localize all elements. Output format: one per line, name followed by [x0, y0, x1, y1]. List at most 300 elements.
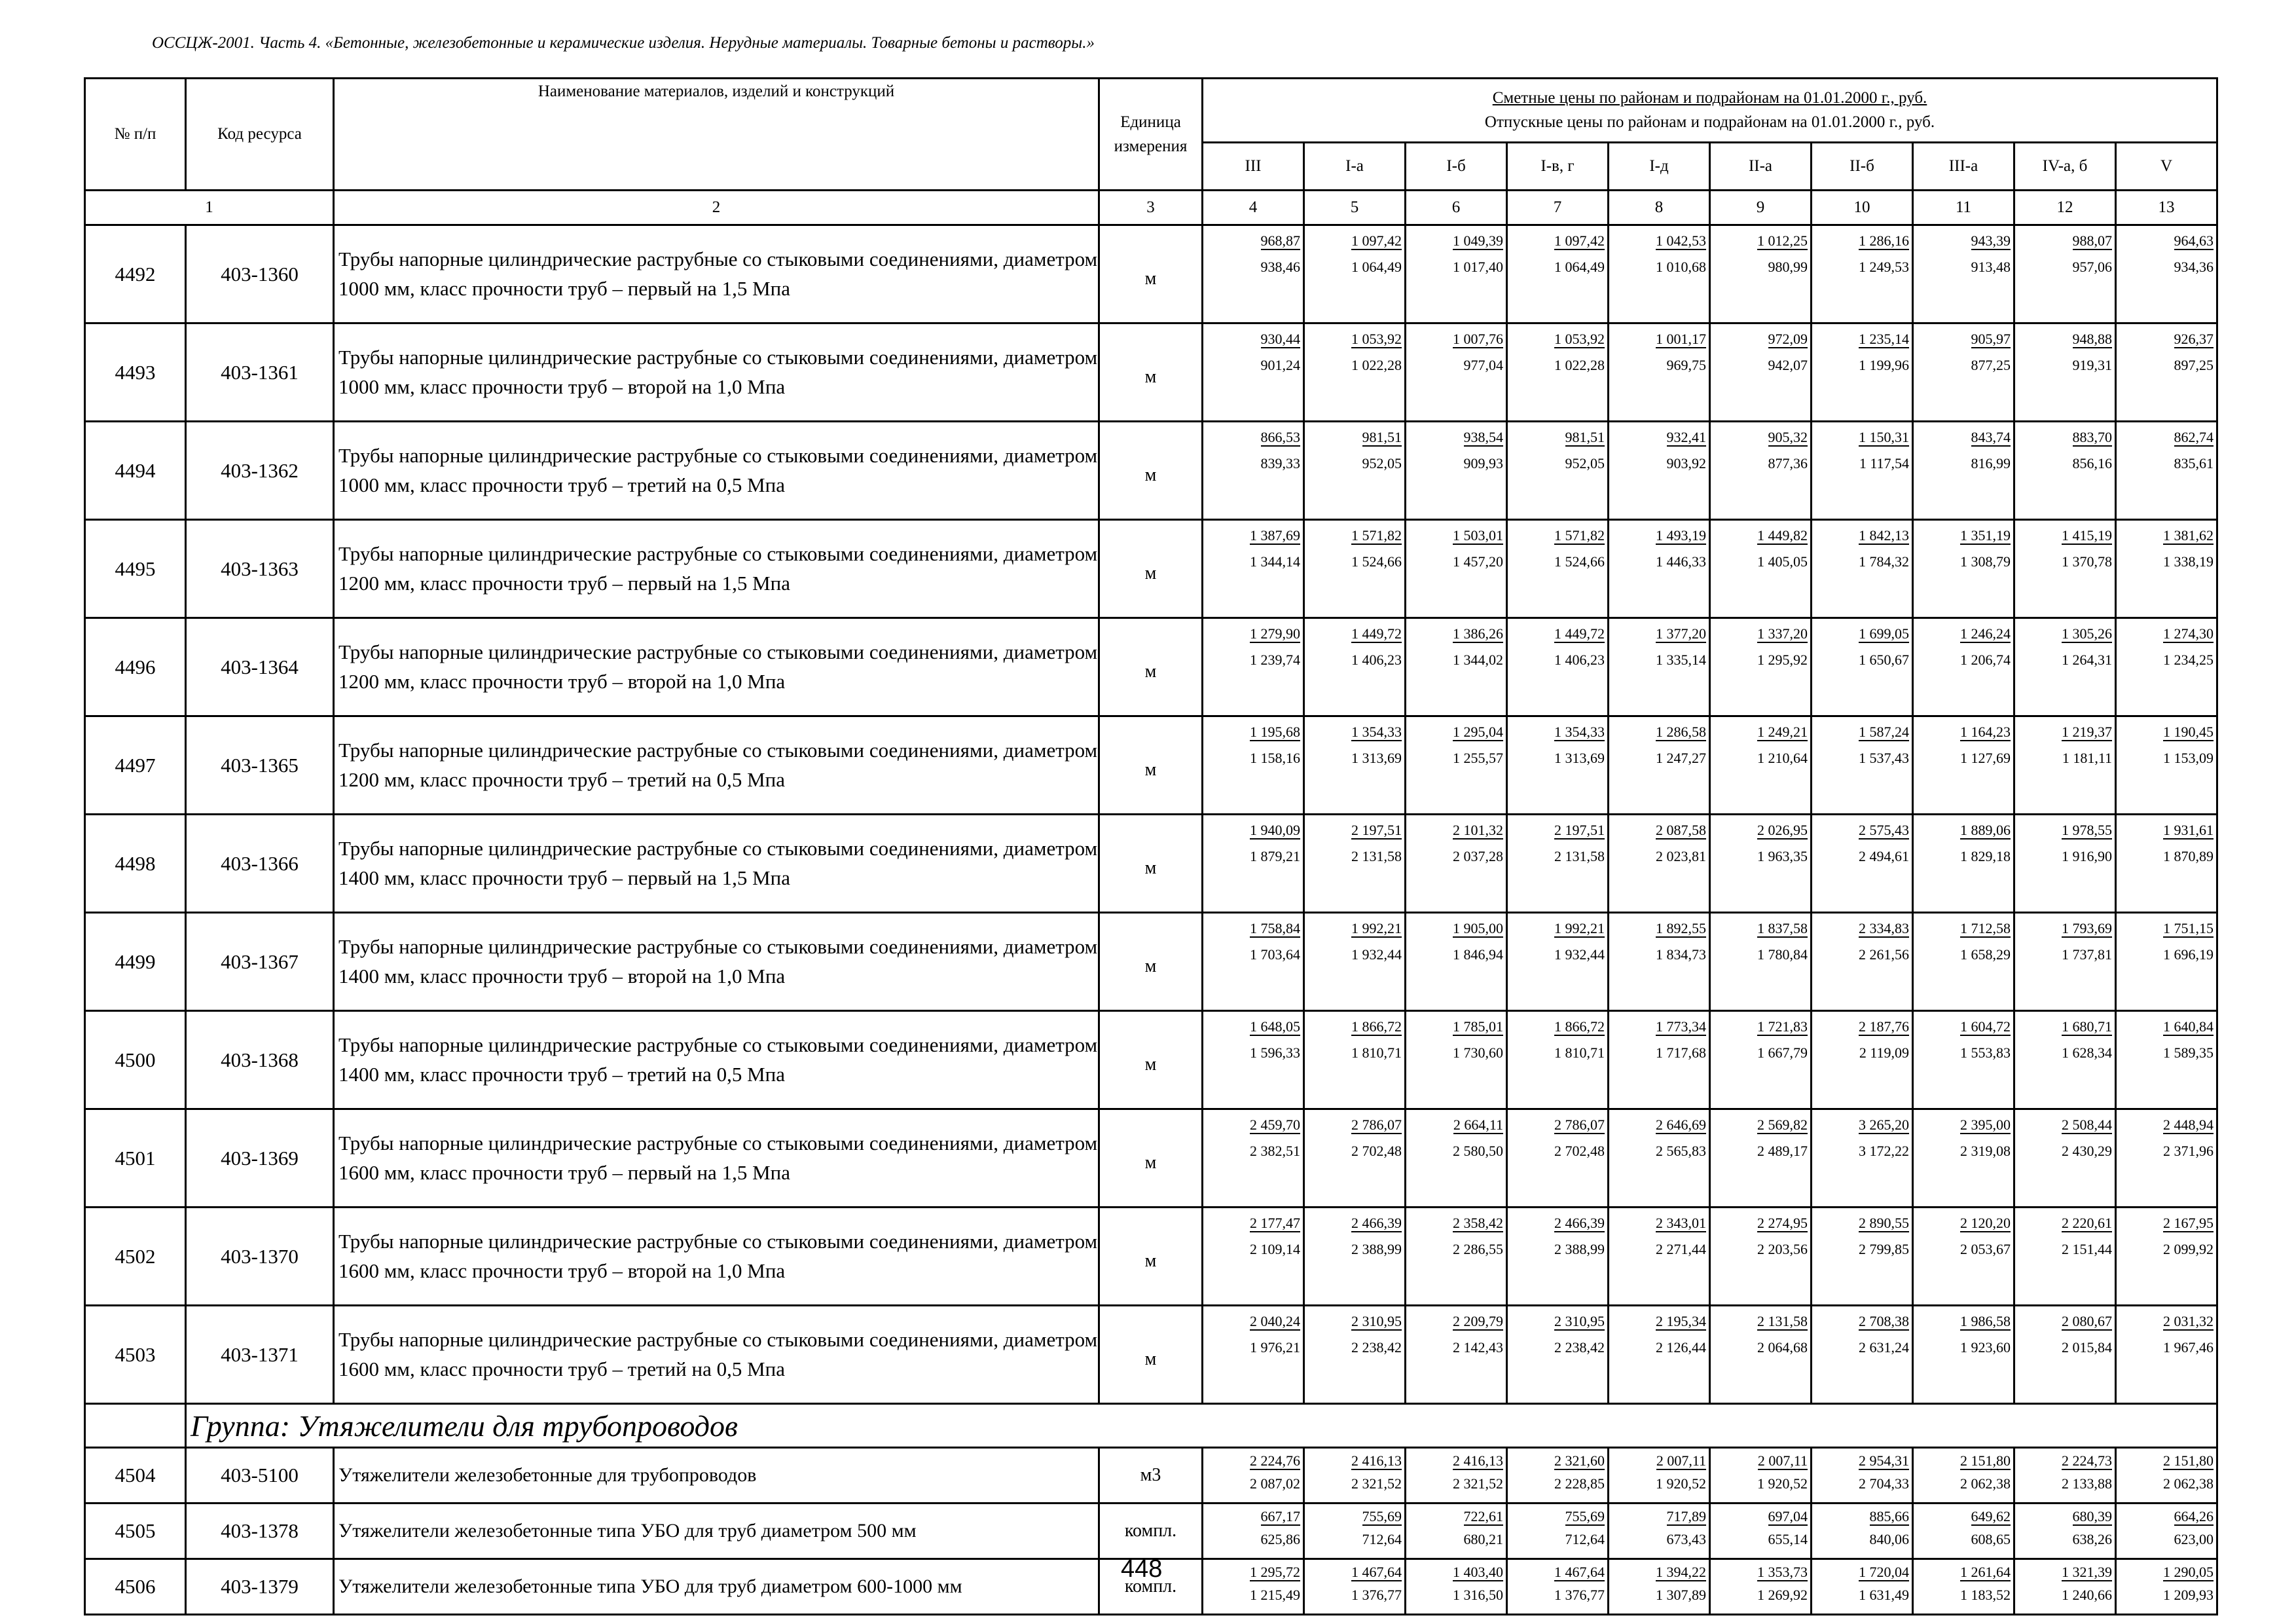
- price-cell: [1304, 422, 1406, 520]
- estimate-price: 2 040,24: [1250, 1313, 1300, 1331]
- unit-of-measure: м: [1099, 913, 1203, 1011]
- unit-of-measure: м: [1099, 1109, 1203, 1208]
- resource-code: 403-1368: [186, 1011, 334, 1109]
- estimate-price: 2 334,83: [1859, 920, 1909, 938]
- estimate-price: 2 786,07: [1351, 1116, 1402, 1134]
- sale-price: 1 737,81: [2062, 946, 2112, 963]
- sale-price: 1 932,44: [1554, 946, 1605, 963]
- estimate-price: 1 295,04: [1453, 724, 1503, 741]
- sale-price: 934,36: [2174, 259, 2214, 276]
- material-name: Трубы напорные цилиндрические раструбные со стыковыми соединениями, диаметром 1200 мм, класс прочности труб – третий на 0,5 Мпа: [334, 716, 1099, 815]
- col-header-unit: Единица измерения: [1099, 79, 1203, 191]
- price-cell: [1812, 1208, 1913, 1306]
- price-cell: [2014, 1448, 2116, 1504]
- sale-price: 1 247,27: [1656, 750, 1706, 767]
- estimate-price: 1 274,30: [2163, 625, 2214, 643]
- estimate-price: 2 026,95: [1757, 822, 1808, 840]
- estimate-price: 1 049,39: [1453, 232, 1503, 250]
- material-name: Трубы напорные цилиндрические раструбные со стыковыми соединениями, диаметром 1600 мм, класс прочности труб – первый на 1,5 Мпа: [334, 1109, 1099, 1208]
- unit-of-measure: м: [1099, 1208, 1203, 1306]
- estimate-price: 1 195,68: [1250, 724, 1300, 741]
- estimate-price: 2 151,80: [2163, 1452, 2214, 1470]
- price-cell: [1304, 1011, 1406, 1109]
- price-cell: [1913, 1504, 2014, 1559]
- price-cell: [1609, 913, 1710, 1011]
- estimate-price: 932,41: [1667, 429, 1707, 447]
- estimate-price: 2 120,20: [1960, 1215, 2011, 1232]
- sale-price: 952,05: [1362, 455, 1402, 472]
- estimate-price: 1 337,20: [1757, 625, 1808, 643]
- estimate-price: 1 290,05: [2163, 1564, 2214, 1581]
- table-row: [85, 323, 2217, 422]
- estimate-price: 2 395,00: [1960, 1116, 2011, 1134]
- price-cell: [1304, 323, 1406, 422]
- estimate-price: 1 449,82: [1757, 527, 1808, 545]
- sale-price: 1 308,79: [1960, 553, 2011, 570]
- estimate-price: 981,51: [1565, 429, 1605, 447]
- price-cell: [1406, 913, 1507, 1011]
- price-cell: [1507, 1559, 1609, 1615]
- sale-price: 938,46: [1260, 259, 1300, 276]
- estimate-price: 1 680,71: [2062, 1018, 2112, 1036]
- sale-price: 952,05: [1565, 455, 1605, 472]
- price-cell: [1203, 1448, 1304, 1504]
- resource-code: 403-1360: [186, 225, 334, 323]
- price-cell: [1304, 913, 1406, 1011]
- sale-price: 1 406,23: [1351, 652, 1402, 669]
- estimate-price: 2 890,55: [1859, 1215, 1909, 1232]
- sale-price: 1 658,29: [1960, 946, 2011, 963]
- sale-price: 2 126,44: [1656, 1339, 1706, 1356]
- sale-price: 2 382,51: [1250, 1143, 1300, 1160]
- unit-of-measure: м: [1099, 815, 1203, 913]
- sale-price: 1 406,23: [1554, 652, 1605, 669]
- estimate-price: 1 053,92: [1554, 331, 1605, 348]
- price-cell: [1304, 716, 1406, 815]
- sale-price: 2 037,28: [1453, 848, 1503, 865]
- estimate-price: 1 354,33: [1351, 724, 1402, 741]
- estimate-price: 2 080,67: [2062, 1313, 2112, 1331]
- sale-price: 2 565,83: [1656, 1143, 1706, 1160]
- price-cell: [1913, 1559, 2014, 1615]
- sale-price: 2 099,92: [2163, 1241, 2214, 1258]
- price-cell: [2116, 716, 2217, 815]
- estimate-price: 1 053,92: [1351, 331, 1402, 348]
- resource-code: 403-5100: [186, 1448, 334, 1504]
- sale-price: 2 704,33: [1859, 1475, 1909, 1492]
- material-name: Трубы напорные цилиндрические раструбные со стыковыми соединениями, диаметром 1200 мм, класс прочности труб – первый на 1,5 Мпа: [334, 520, 1099, 618]
- price-cell: [1710, 1448, 1812, 1504]
- sale-price: 2 151,44: [2062, 1241, 2112, 1258]
- price-cell: [2014, 1208, 2116, 1306]
- price-cell: [2116, 913, 2217, 1011]
- estimate-price: 1 587,24: [1859, 724, 1909, 741]
- estimate-price: 2 151,80: [1960, 1452, 2011, 1470]
- estimate-price: 905,32: [1768, 429, 1808, 447]
- estimate-price: 1 386,26: [1453, 625, 1503, 643]
- sale-price: 1 524,66: [1554, 553, 1605, 570]
- material-name: Трубы напорные цилиндрические раструбные со стыковыми соединениями, диаметром 1600 мм, класс прочности труб – второй на 1,0 Мпа: [334, 1208, 1099, 1306]
- price-cell: [1203, 225, 1304, 323]
- column-number: 11: [1913, 191, 2014, 225]
- sale-price: 2 133,88: [2062, 1475, 2112, 1492]
- sale-price: 1 628,34: [2062, 1044, 2112, 1061]
- price-cell: [1812, 1109, 1913, 1208]
- material-name: Трубы напорные цилиндрические раструбные со стыковыми соединениями, диаметром 1600 мм, класс прочности труб – третий на 0,5 Мпа: [334, 1306, 1099, 1404]
- estimate-price: 1 295,72: [1250, 1564, 1300, 1581]
- region-header: I-в, г: [1507, 142, 1609, 190]
- price-cell: [1609, 520, 1710, 618]
- price-cell: [1406, 520, 1507, 618]
- estimate-price: 1 415,19: [2062, 527, 2112, 545]
- estimate-price: 722,61: [1464, 1508, 1504, 1526]
- sale-price: 919,31: [2072, 357, 2112, 374]
- price-cell: [1812, 815, 1913, 913]
- estimate-price: 2 708,38: [1859, 1313, 1909, 1331]
- sale-price: 897,25: [2174, 357, 2214, 374]
- material-name: Утяжелители железобетонные типа УБО для труб диаметром 600-1000 мм: [334, 1559, 1099, 1615]
- price-cell: [1507, 422, 1609, 520]
- region-header: I-а: [1304, 142, 1406, 190]
- material-name: Трубы напорные цилиндрические раструбные со стыковыми соединениями, диаметром 1000 мм, класс прочности труб – первый на 1,5 Мпа: [334, 225, 1099, 323]
- table-row: [85, 1306, 2217, 1404]
- resource-code: 403-1378: [186, 1504, 334, 1559]
- price-cell: [2014, 1109, 2116, 1208]
- estimate-price: 1 394,22: [1656, 1564, 1706, 1581]
- price-cell: [1913, 1208, 2014, 1306]
- estimate-price: 938,54: [1464, 429, 1504, 447]
- sale-price: 835,61: [2174, 455, 2214, 472]
- row-id: 4501: [85, 1109, 186, 1208]
- material-name: Трубы напорные цилиндрические раструбные со стыковыми соединениями, диаметром 1000 мм, класс прочности труб – третий на 0,5 Мпа: [334, 422, 1099, 520]
- price-cell: [1203, 422, 1304, 520]
- sale-price: 840,06: [1869, 1531, 1909, 1547]
- price-cell: [1203, 520, 1304, 618]
- sale-price: 839,33: [1260, 455, 1300, 472]
- sale-price: 1 199,96: [1859, 357, 1909, 374]
- unit-of-measure: м: [1099, 422, 1203, 520]
- unit-of-measure: м: [1099, 225, 1203, 323]
- sale-price: 1 976,21: [1250, 1339, 1300, 1356]
- region-header: IV-а, б: [2014, 142, 2116, 190]
- price-cell: [1710, 520, 1812, 618]
- resource-code: 403-1366: [186, 815, 334, 913]
- estimate-price: 2 101,32: [1453, 822, 1503, 840]
- estimate-price: 1 648,05: [1250, 1018, 1300, 1036]
- estimate-price: 1 097,42: [1351, 232, 1402, 250]
- sale-price: 1 344,02: [1453, 652, 1503, 669]
- sale-price: 2 321,52: [1351, 1475, 1402, 1492]
- estimate-price: 667,17: [1261, 1508, 1301, 1526]
- sale-price: 1 022,28: [1351, 357, 1402, 374]
- sale-price: 1 295,92: [1757, 652, 1808, 669]
- price-cell: [2116, 1208, 2217, 1306]
- unit-of-measure: м: [1099, 1306, 1203, 1404]
- column-number: 2: [334, 191, 1099, 225]
- sale-price: 1 457,20: [1453, 553, 1503, 570]
- sale-price: 1 206,74: [1960, 652, 2011, 669]
- row-id: 4505: [85, 1504, 186, 1559]
- sale-price: 1 846,94: [1453, 946, 1503, 963]
- sale-price: 1 344,14: [1250, 553, 1300, 570]
- estimate-price: 1 699,05: [1859, 625, 1909, 643]
- sale-price: 680,21: [1463, 1531, 1503, 1547]
- price-cell: [2014, 618, 2116, 716]
- sale-price: 2 430,29: [2062, 1143, 2112, 1160]
- sale-price: 1 313,69: [1351, 750, 1402, 767]
- sale-price: 2 062,38: [2163, 1475, 2214, 1492]
- estimate-price: 926,37: [2174, 331, 2214, 348]
- price-cell: [1913, 815, 2014, 913]
- price-cell: [1609, 323, 1710, 422]
- price-cell: [1304, 618, 1406, 716]
- material-name: Утяжелители железобетонные для трубопроводов: [334, 1448, 1099, 1504]
- estimate-price: 2 131,58: [1757, 1313, 1808, 1331]
- unit-of-measure: м: [1099, 618, 1203, 716]
- sale-price: 1 234,25: [2163, 652, 2214, 669]
- price-cell: [1710, 716, 1812, 815]
- estimate-price: 1 097,42: [1554, 232, 1605, 250]
- sale-price: 1 316,50: [1453, 1587, 1503, 1603]
- sale-price: 1 313,69: [1554, 750, 1605, 767]
- sale-price: 1 810,71: [1554, 1044, 1605, 1061]
- price-cell: [1507, 1448, 1609, 1504]
- price-cell: [1203, 1109, 1304, 1208]
- sale-price: 1 784,32: [1859, 553, 1909, 570]
- price-cell: [1913, 618, 2014, 716]
- sale-price: 1 963,35: [1757, 848, 1808, 865]
- estimate-price: 972,09: [1768, 331, 1808, 348]
- price-cell: [1203, 618, 1304, 716]
- sale-price: 877,36: [1768, 455, 1808, 472]
- sale-price: 1 181,11: [2062, 750, 2112, 767]
- estimate-price: 1 931,61: [2163, 822, 2214, 840]
- sale-price: 1 780,84: [1757, 946, 1808, 963]
- price-cell: [1507, 1504, 1609, 1559]
- unit-of-measure: компл.: [1099, 1559, 1203, 1615]
- estimate-price: 2 664,11: [1453, 1116, 1503, 1134]
- table-row: [85, 225, 2217, 323]
- estimate-price: 2 448,94: [2163, 1116, 2214, 1134]
- sale-price: 2 064,68: [1757, 1339, 1808, 1356]
- unit-of-measure: компл.: [1099, 1504, 1203, 1559]
- sale-price: 1 010,68: [1656, 259, 1706, 276]
- estimate-price: 1 351,19: [1960, 527, 2011, 545]
- resource-code: 403-1367: [186, 913, 334, 1011]
- price-cell: [1203, 1011, 1304, 1109]
- price-cell: [1406, 1109, 1507, 1208]
- sale-price: 1 158,16: [1250, 750, 1300, 767]
- sale-price: 1 405,05: [1757, 553, 1808, 570]
- unit-of-measure: м: [1099, 716, 1203, 815]
- sale-price: 1 022,28: [1554, 357, 1605, 374]
- price-cell: [1710, 1559, 1812, 1615]
- estimate-price: 1 403,40: [1453, 1564, 1503, 1581]
- estimate-price: 2 031,32: [2163, 1313, 2214, 1331]
- estimate-price: 1 892,55: [1656, 920, 1706, 938]
- price-cell: [1304, 1448, 1406, 1504]
- region-header: III: [1203, 142, 1304, 190]
- estimate-price: 2 195,34: [1656, 1313, 1706, 1331]
- price-cell: [1406, 1504, 1507, 1559]
- price-cell: [1609, 716, 1710, 815]
- price-cell: [1609, 1559, 1710, 1615]
- unit-of-measure: м3: [1099, 1448, 1203, 1504]
- sale-price: 2 799,85: [1859, 1241, 1909, 1258]
- estimate-price: 981,51: [1362, 429, 1402, 447]
- estimate-price: 2 224,76: [1250, 1452, 1300, 1470]
- estimate-price: 1 712,58: [1960, 920, 2011, 938]
- row-id: 4497: [85, 716, 186, 815]
- estimate-price: 2 646,69: [1656, 1116, 1706, 1134]
- column-number: 13: [2116, 191, 2217, 225]
- price-cell: [2116, 1448, 2217, 1504]
- price-cell: [2116, 1011, 2217, 1109]
- estimate-price: 1 305,26: [2062, 625, 2112, 643]
- price-cell: [2116, 618, 2217, 716]
- sale-price: 2 119,09: [1859, 1044, 1909, 1061]
- sale-price: 1 210,64: [1757, 750, 1808, 767]
- table-row: [85, 716, 2217, 815]
- price-cell: [1710, 815, 1812, 913]
- estimate-price: 1 286,58: [1656, 724, 1706, 741]
- estimate-price: 2 220,61: [2062, 1215, 2112, 1232]
- column-number: 9: [1710, 191, 1812, 225]
- price-table: [84, 77, 2218, 1615]
- sale-price: 1 932,44: [1351, 946, 1402, 963]
- estimate-price: 1 261,64: [1960, 1564, 2011, 1581]
- estimate-price: 1 467,64: [1351, 1564, 1402, 1581]
- price-cell: [2014, 1011, 2116, 1109]
- sale-price: 2 580,50: [1453, 1143, 1503, 1160]
- estimate-price: 2 321,60: [1554, 1452, 1605, 1470]
- sale-price: 1 446,33: [1656, 553, 1706, 570]
- col-header-name: Наименование материалов, изделий и конструкций: [334, 79, 1099, 191]
- sale-price: 980,99: [1768, 259, 1808, 276]
- table-row: [85, 422, 2217, 520]
- price-cell: [1406, 1559, 1507, 1615]
- price-cell: [1609, 1011, 1710, 1109]
- sale-price: 1 631,49: [1859, 1587, 1909, 1603]
- region-header: II-а: [1710, 142, 1812, 190]
- estimate-price: 930,44: [1261, 331, 1301, 348]
- region-header: I-д: [1609, 142, 1710, 190]
- price-cell: [1609, 815, 1710, 913]
- sale-price: 1 553,83: [1960, 1044, 2011, 1061]
- estimate-price: 697,04: [1768, 1508, 1808, 1526]
- estimate-price: 1 785,01: [1453, 1018, 1503, 1036]
- sale-price: 712,64: [1362, 1531, 1402, 1547]
- sale-price: 1 338,19: [2163, 553, 2214, 570]
- sale-price: 712,64: [1565, 1531, 1605, 1547]
- price-cell: [2116, 1306, 2217, 1404]
- unit-of-measure: м: [1099, 520, 1203, 618]
- estimate-price: 1 986,58: [1960, 1313, 2011, 1331]
- price-cell: [2014, 815, 2116, 913]
- estimate-price: 1 001,17: [1656, 331, 1706, 348]
- estimate-price: 649,62: [1971, 1508, 2011, 1526]
- price-cell: [1913, 913, 2014, 1011]
- sale-price: 2 702,48: [1351, 1143, 1402, 1160]
- price-cell: [1710, 422, 1812, 520]
- sale-price: 1 920,52: [1757, 1475, 1808, 1492]
- estimate-price: 1 286,16: [1859, 232, 1909, 250]
- estimate-price: 1 493,19: [1656, 527, 1706, 545]
- estimate-price: 2 310,95: [1554, 1313, 1605, 1331]
- price-cell: [1812, 913, 1913, 1011]
- column-number: 4: [1203, 191, 1304, 225]
- sale-price: 816,99: [1971, 455, 2011, 472]
- estimate-price: 2 197,51: [1351, 822, 1402, 840]
- sale-price: 1 240,66: [2062, 1587, 2112, 1603]
- column-number: 5: [1304, 191, 1406, 225]
- price-cell: [1507, 1208, 1609, 1306]
- price-cell: [2116, 520, 2217, 618]
- sale-price: 1 879,21: [1250, 848, 1300, 865]
- estimate-price: 1 164,23: [1960, 724, 2011, 741]
- sale-price: 1 524,66: [1351, 553, 1402, 570]
- estimate-price: 885,66: [1870, 1508, 1910, 1526]
- sale-price: 969,75: [1666, 357, 1706, 374]
- price-cell: [2014, 1559, 2116, 1615]
- row-id: 4493: [85, 323, 186, 422]
- estimate-price: 1 640,84: [2163, 1018, 2214, 1036]
- estimate-price: 1 449,72: [1351, 625, 1402, 643]
- estimate-price: 2 508,44: [2062, 1116, 2112, 1134]
- table-row: [85, 1448, 2217, 1504]
- sale-price: 2 489,17: [1757, 1143, 1808, 1160]
- price-cell: [1203, 323, 1304, 422]
- sale-price: 957,06: [2072, 259, 2112, 276]
- table-row: [85, 1011, 2217, 1109]
- price-cell: [1710, 1109, 1812, 1208]
- column-number: 10: [1812, 191, 1913, 225]
- estimate-price: 2 416,13: [1453, 1452, 1503, 1470]
- price-cell: [1406, 422, 1507, 520]
- sale-price: 1 717,68: [1656, 1044, 1706, 1061]
- material-name: Трубы напорные цилиндрические раструбные со стыковыми соединениями, диаметром 1200 мм, класс прочности труб – второй на 1,0 Мпа: [334, 618, 1099, 716]
- price-cell: [1913, 1448, 2014, 1504]
- price-cell: [1812, 520, 1913, 618]
- row-id: 4498: [85, 815, 186, 913]
- sale-price: 623,00: [2174, 1531, 2214, 1547]
- sale-price: 1 264,31: [2062, 652, 2112, 669]
- price-cell: [1913, 1109, 2014, 1208]
- sale-price: 1 269,92: [1757, 1587, 1808, 1603]
- price-cell: [1710, 1504, 1812, 1559]
- price-cell: [1609, 225, 1710, 323]
- price-cell: [1406, 323, 1507, 422]
- estimate-price: 1 905,00: [1453, 920, 1503, 938]
- estimate-price: 1 604,72: [1960, 1018, 2011, 1036]
- estimate-price: 1 837,58: [1757, 920, 1808, 938]
- estimate-price: 2 466,39: [1351, 1215, 1402, 1232]
- sale-price: 2 053,67: [1960, 1241, 2011, 1258]
- price-cell: [1507, 225, 1609, 323]
- sale-price: 1 376,77: [1351, 1587, 1402, 1603]
- estimate-price: 3 265,20: [1859, 1116, 1909, 1134]
- sale-price: 1 920,52: [1656, 1475, 1706, 1492]
- column-number: 12: [2014, 191, 2116, 225]
- estimate-price: 2 197,51: [1554, 822, 1605, 840]
- sale-price: 2 131,58: [1351, 848, 1402, 865]
- sale-price: 2 131,58: [1554, 848, 1605, 865]
- sale-price: 2 015,84: [2062, 1339, 2112, 1356]
- estimate-price: 2 007,11: [1656, 1452, 1706, 1470]
- estimate-price: 2 954,31: [1859, 1452, 1909, 1470]
- sale-price: 909,93: [1463, 455, 1503, 472]
- estimate-price: 1 720,04: [1859, 1564, 1909, 1581]
